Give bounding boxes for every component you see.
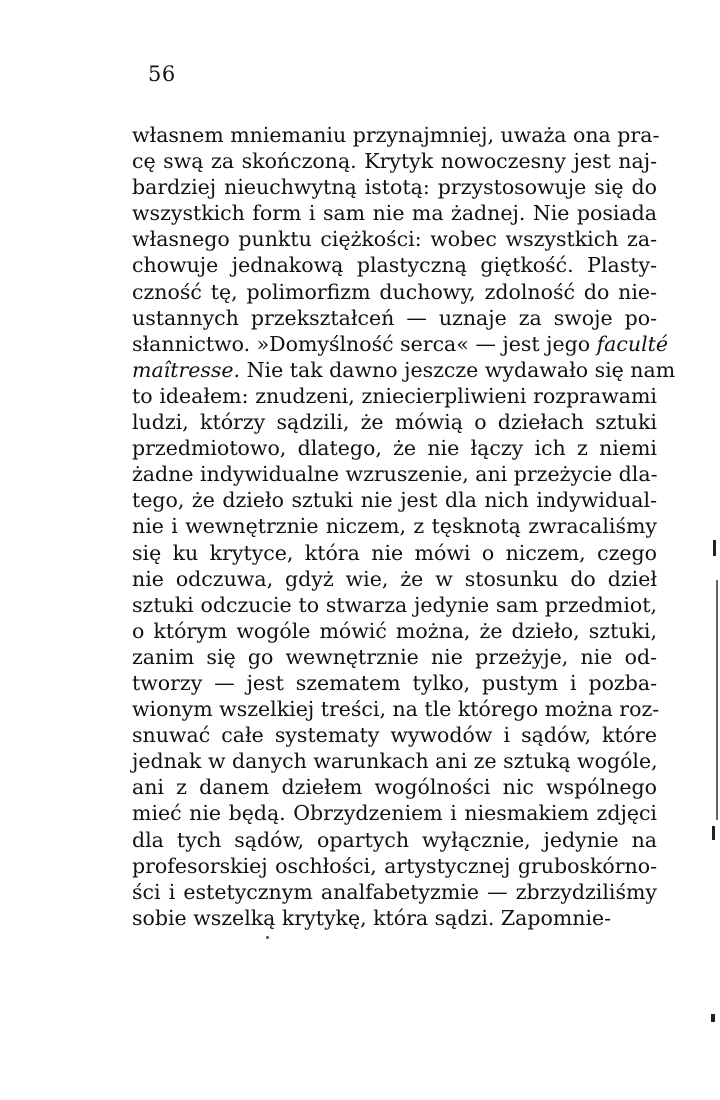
text-line: ani z danem dziełem wogólności nic wspólnego [132,775,657,800]
text-line: własnem mniemaniu przynajmniej, uważa ona pra- [132,123,660,147]
text-line: ludzi, którzy sądzili, że mówią o dziełach sztuki [132,410,657,435]
text-line: tworzy — jest szematem tylko, pustym i pozba- [132,670,657,695]
margin-edge-mark [711,1014,715,1022]
text-line: to ideałem: znudzeni, zniecierpliwieni rozprawami [132,383,657,408]
text-line: się ku krytyce, która nie mówi o niczem, czego [132,540,657,565]
text-line: profesorskiej oschłości, artystycznej gruboskórno- [132,853,657,878]
text-line: jednak w danych warunkach ani ze sztuką wogóle, [132,749,658,774]
text-line: wionym wszelkiej treści, na tle którego można roz- [132,697,660,722]
margin-edge-mark [712,826,715,840]
text-line: mieć nie będą. Obrzydzeniem i niesmakiem zdjęci [132,801,657,826]
text-line: sobie wszelką krytykę, która sądzi. Zapomnie- [132,905,612,930]
text-line: bardziej nieuchwytną istotą: przystosowuje się do [132,175,657,200]
text-line: wszystkich form i sam nie ma żadnej. Nie posiada [132,201,657,226]
page-number: 56 [148,62,176,86]
text-line: cę swą za skończoną. Krytyk nowoczesny jest naj- [132,149,657,174]
text-line: żadne indywidualne wzruszenie, ani przeżycie dla- [132,462,658,487]
text-line: własnego punktu ciężkości: wobec wszystkich za- [132,227,657,252]
text-line-with-italic [132,357,676,383]
text-line: o którym wogóle mówić można, że dzieło, sztuki, [132,618,657,643]
text-line-with-italic-start [132,331,669,357]
text-line: sztuki odczucie to stwarza jedynie sam przedmiot, [132,592,657,617]
text-line: ści i estetycznym analfabetyzmie — zbrzydziliśmy [132,879,657,904]
text-line: przedmiotowo, dlatego, że nie łączy ich z niemi [132,436,657,461]
text-line: zanim się go wewnętrznie nie przeżyje, nie od- [132,644,657,669]
margin-edge-mark [713,540,716,556]
text-line: czność tę, polimorfizm duchowy, zdolność do nie- [132,279,657,304]
italic-phrase-start: faculté [596,331,669,356]
text-line: nie i wewnętrznie niczem, z tęsknotą zwracaliśmy [132,514,657,539]
text-line: snuwać całe systematy wywodów i sądów, które [132,723,657,748]
ink-speck [266,936,269,939]
italic-phrase-end: maîtresse. [132,357,241,382]
text-line: dla tych sądów, opartych wyłącznie, jedynie na [132,827,657,852]
text-line: nie odczuwa, gdyż wie, że w stosunku do dzieł [132,566,657,591]
text-line: tego, że dzieło sztuki nie jest dla nich indywidual- [132,488,657,513]
text-line: chowuje jednakową plastyczną giętkość. Plasty- [132,253,657,278]
margin-edge-mark [716,580,718,820]
text-line-part: słannictwo. »Domyślność serca« — jest jego [132,331,591,356]
body-text [132,122,676,931]
text-line: ustannych przekształceń — uznaje za swoje po- [132,305,657,330]
text-line-part: Nie tak dawno jeszcze wydawało się nam [240,357,676,382]
